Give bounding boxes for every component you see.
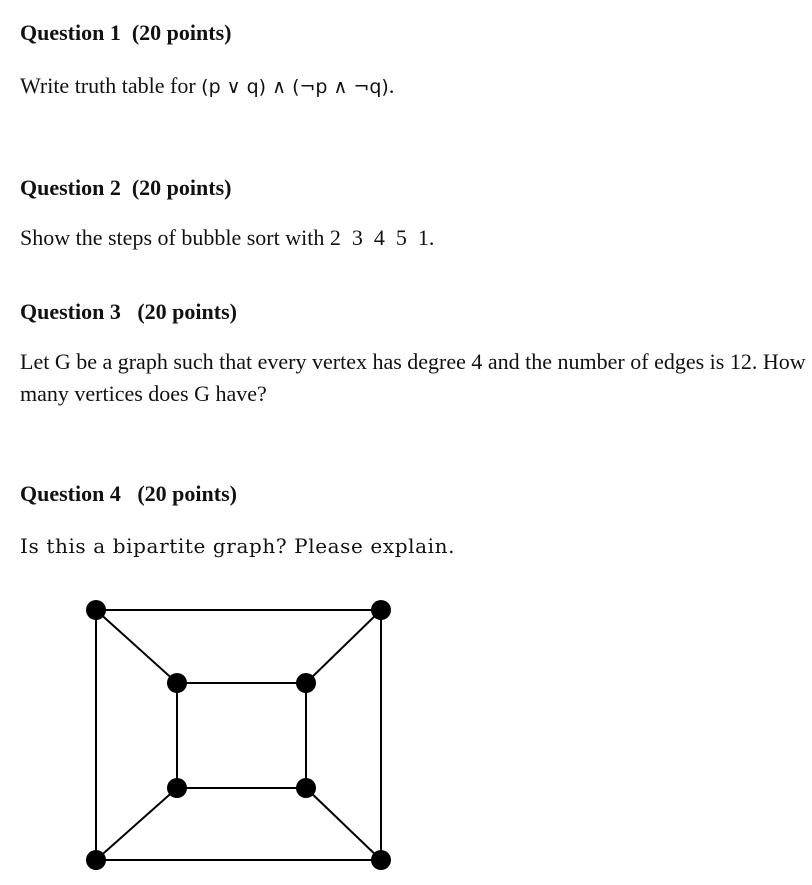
graph-edge-outer-bottom-right-to-inner-bottom-right	[306, 788, 381, 860]
question-3-title: Question 3 (20 points)	[20, 299, 237, 324]
graph-vertex-inner-top-left	[167, 673, 187, 693]
graph-edge-outer-top-right-to-inner-top-right	[306, 610, 381, 683]
graph-edge-outer-top-left-to-inner-top-left	[96, 610, 177, 683]
question-4-text: Is this a bipartite graph? Please explain.	[20, 534, 456, 558]
question-2-text: Show the steps of bubble sort with 2 3 4 5 1.	[20, 225, 435, 250]
graph-vertex-outer-bottom-left	[86, 850, 106, 870]
question-1-prefix: Write truth table for	[20, 73, 202, 98]
graph-vertex-inner-top-right	[296, 673, 316, 693]
graph-vertex-outer-top-left	[86, 600, 106, 620]
graph-edge-outer-bottom-left-to-inner-bottom-left	[96, 788, 177, 860]
question-3-text: Let G be a graph such that every vertex has degree 4 and the number of edges is 12. How many vertices does G have?	[20, 349, 806, 406]
question-2-title: Question 2 (20 points)	[20, 175, 232, 200]
bipartite-graph-figure	[70, 580, 410, 880]
graph-vertex-inner-bottom-right	[296, 778, 316, 798]
question-1-suffix: .	[388, 73, 395, 98]
graph-vertex-outer-bottom-right	[371, 850, 391, 870]
question-1-formula: (p ∨ q) ∧ (¬p ∧ ¬q)	[201, 76, 389, 98]
graph-vertex-inner-bottom-left	[167, 778, 187, 798]
question-1-text	[20, 70, 394, 103]
graph-vertex-outer-top-right	[371, 600, 391, 620]
question-4-title: Question 4 (20 points)	[20, 481, 237, 506]
question-1-title: Question 1 (20 points)	[20, 20, 232, 45]
